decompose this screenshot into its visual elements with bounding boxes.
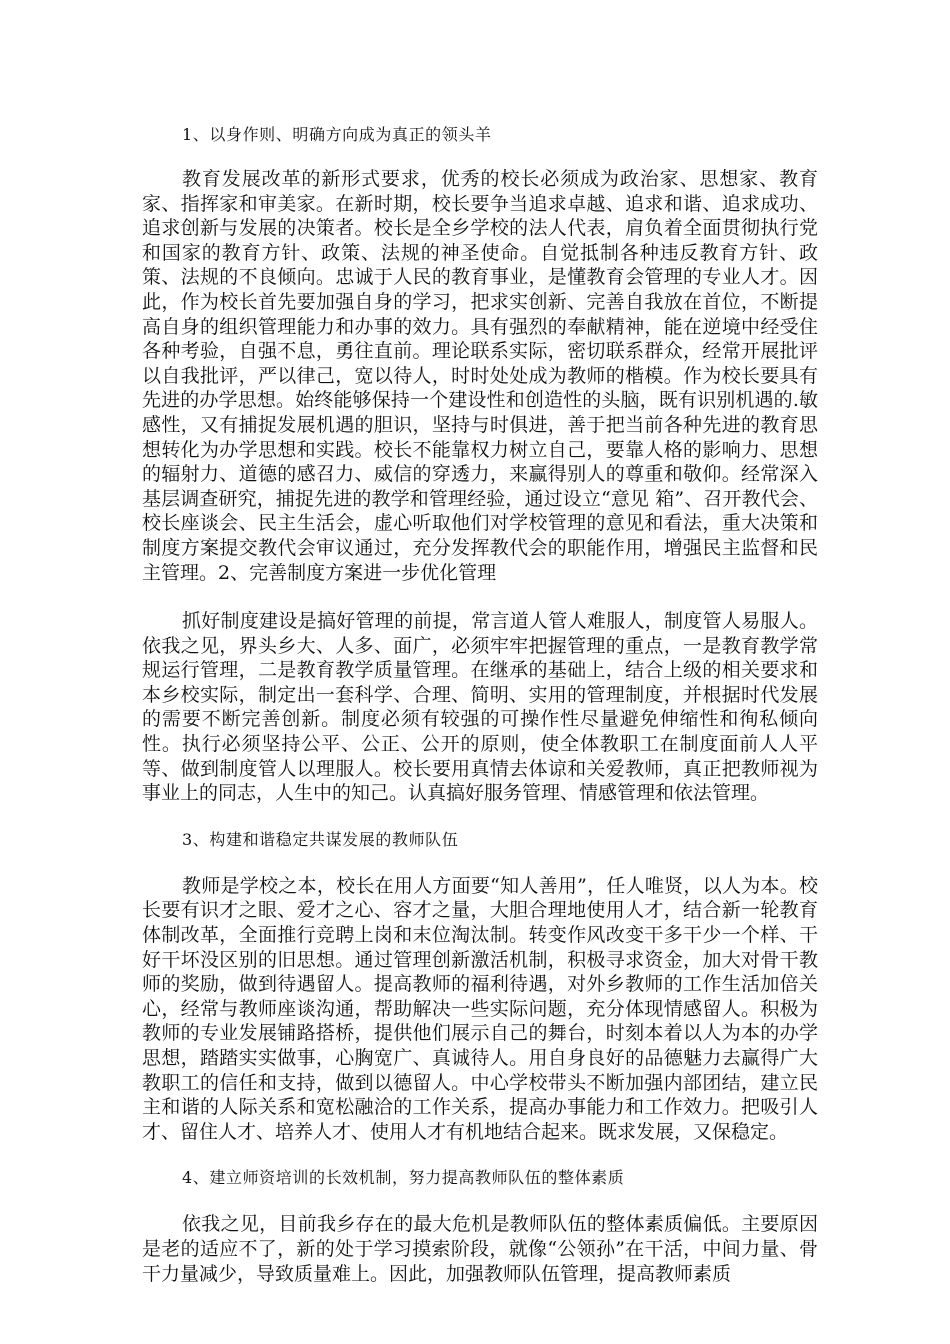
section-heading-1: 1、以身作则、明确方向成为真正的领头羊 — [182, 125, 492, 144]
section-heading-4: 4、建立师资培训的长效机制，努力提高教师队伍的整体素质 — [182, 1168, 625, 1188]
paragraph-1: 教育发展改革的新形式要求，优秀的校长必须成为政治家、思想家、教育家、指挥家和审美家。在新时期，校长要争当追求卓越、追求和谐、追求成功、追求创新与发展的决策者。校长是全乡学校的法人代表，肩负着全面贯彻执行党和国家的教育方针、政策、法规的神圣使命。自觉抵制各种违反教育方针、政策、法规的不良倾向。忠诚于人民的教育事业，是懂教育会管理的专业人才。因此，作为校长首先要加强自身的学习，把求实创新、完善自我放在首位，不断提高自身的组织管理能力和办事的效力。具有强烈的奉献精神，能在逆境中经受住各种考验，自强不息，勇往直前。理论联系实际，密切联系群众，经常开展批评以自我批评，严以律己，宽以待人，时时处处成为教师的楷模。作为校长要具有先进的办学思想。始终能够保持一个建设性和创造性的头脑，既有识别机遇的.敏感性，又有捕捉发展机遇的胆识，坚持与时俱进，善于把当前各种先进的教育思想转化为办学思想和实践。校长不能靠权力树立自己，要靠人格的影响力、思想的辐射力、道德的感召力、威信的穿透力，来赢得别人的尊重和敬仰。经常深入基层调查研究，捕捉先进的教学和管理经验，通过设立“意见 箱”、召开教代会、校长座谈会、民主生活会，虚心听取他们对学校管理的意见和看法，重大决策和制度方案提交教代会审议通过，充分发挥教代会的职能作用，增强民主监督和民主管理。2、完善制度方案进一步优化管理 — [142, 168, 818, 584]
paragraph-4: 依我之见，目前我乡存在的最大危机是教师队伍的整体素质偏低。主要原因是老的适应不了，新的处于学习摸索阶段，就像“公领孙”在干活，中间力量、骨干力量减少，导致质量难上。因此，加强教师队伍管理，提高教师素质 — [142, 1213, 818, 1285]
paragraph-2: 抓好制度建设是搞好管理的前提，常言道人管人难服人，制度管人易服人。依我之见，界头乡大、人多、面广，必须牢牢把握管理的重点，一是教育教学常规运行管理，二是教育教学质量管理。在继承的基础上，结合上级的相关要求和本乡校实际，制定出一套科学、合理、简明、实用的管理制度，并根据时代发展的需要不断完善创新。制度必须有较强的可操作性尽量避免伸缩性和徇私倾向性。执行必须坚持公平、公正、公开的原则，使全体教职工在制度面前人人平等、做到制度管人以理服人。校长要用真情去体谅和关爱教师，真正把教师视为事业上的同志，人生中的知己。认真搞好服务管理、情感管理和依法管理。 — [142, 610, 818, 805]
section-heading-3: 3、构建和谐稳定共谋发展的教师队伍 — [182, 829, 459, 849]
paragraph-3: 教师是学校之本，校长在用人方面要“知人善用”，任人唯贤，以人为本。校长要有识才之眼、爱才之心、容才之量，大胆合理地使用人才，结合新一轮教育体制改革，全面推行竞聘上岗和末位淘汰制。转变作风改变干多干少一个样、干好干坏没区别的旧思想。通过管理创新激活机制，积极寻求资金，加大对骨干教师的奖励，做到待遇留人。提高教师的福利待遇，对外乡教师的工作生活加倍关心，经常与教师座谈沟通，帮助解决一些实际问题，充分体现情感留人。积极为教师的专业发展铺路搭桥，提供他们展示自己的舞台，时刻本着以人为本的办学思想，踏踏实实做事，心胸宽广、真诚待人。用自身良好的品德魅力去赢得广大教职工的信任和支持，做到以德留人。中心学校带头不断加强内部团结，建立民主和谐的人际关系和宽松融洽的工作关系，提高办事能力和工作效力。把吸引人才、留住人才、培养人才、使用人才有机地结合起来。既求发展，又保稳定。 — [142, 874, 818, 1143]
